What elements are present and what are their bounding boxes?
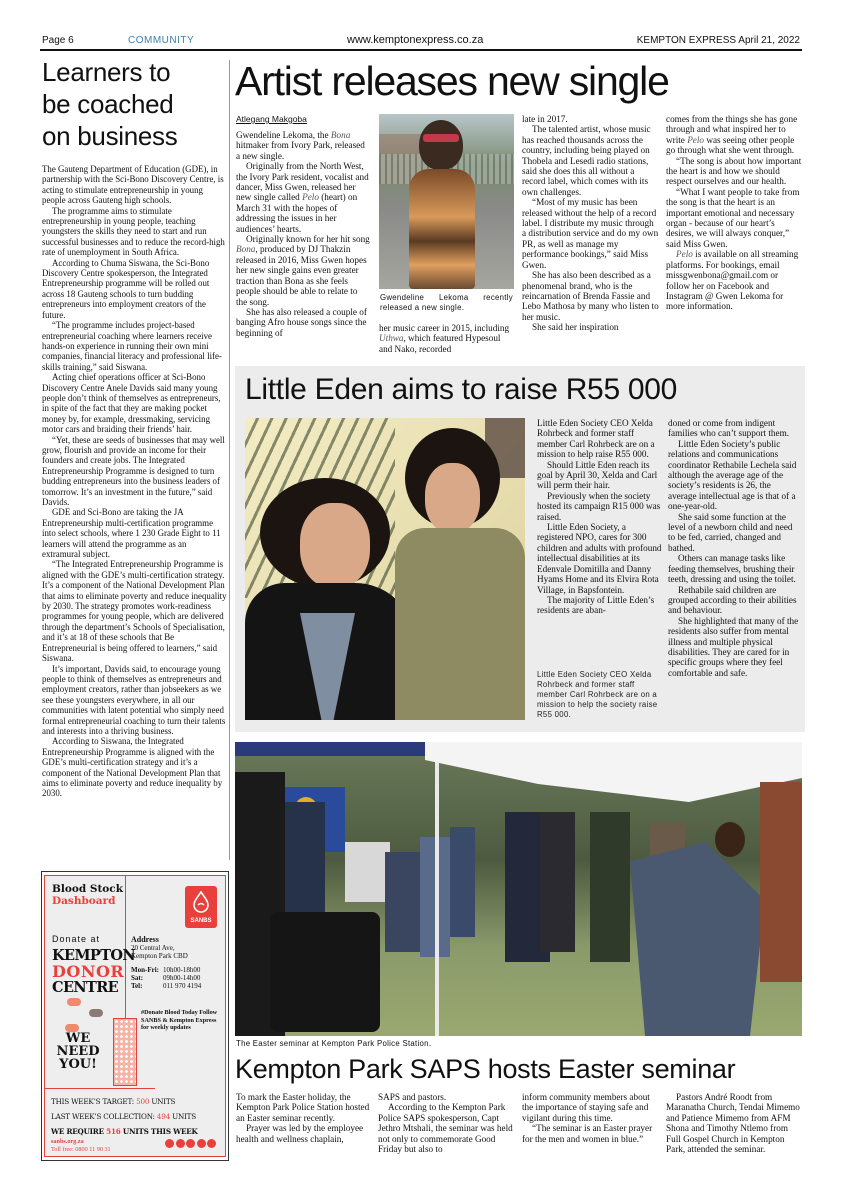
little-eden-col-1: [537, 418, 663, 616]
paragraph: “The Integrated Entrepreneurship Programme is aligned with the GDE’s multi-certification strategy. It’s a component of the National Development Plan that aims to eliminate poverty and reduce inequality by 2030. The strategy promotes work-readiness programmes for young people, which are delivered through the department’s Schools of Specialisation, and it’s at 18 of these schools that Be Entrepreneurial is being offered to learners,” said Siswana.: [42, 559, 227, 664]
address-line: Kempton Park CBD: [131, 952, 188, 960]
paragraph: She has also released a couple of banging Afro house songs since the beginning of: [236, 306, 367, 338]
paragraph: “The song is about how important the heart is and how we should respect ourselves and our health.: [666, 155, 802, 187]
paragraph: comes from the things she has gone through and what inspired her to write Pelo was seeing other people go through what she went through.: [666, 114, 798, 156]
easter-seminar-photo: [235, 742, 802, 1036]
social-icons: [165, 1139, 216, 1148]
saps-col-2: [378, 1092, 516, 1154]
centre-name: KEMPTON: [52, 947, 136, 964]
last-week-collection: LAST WEEK’S COLLECTION: 494 UNITS: [51, 1112, 196, 1121]
headline-line: be coached: [42, 89, 174, 119]
sanbs-logo: [185, 886, 217, 928]
paragraph: Others can manage tasks like feeding themselves, brushing their teeth, dressing and using the toilet.: [668, 553, 796, 585]
learners-article: [42, 56, 227, 799]
paragraph: Pastors André Roodt from Maranatha Church, Tendai Mimemo and Patience Mimemo from AFM Shona and Timothy Ntlemo from Full Gospel Church in Kempton Park, attended the seminar.: [666, 1092, 800, 1155]
blood-drop-icon: [191, 891, 211, 913]
paragraph: Acting chief operations officer at Sci-Bono Discovery Centre Anele Davids said many young people don’t think of themselves as entrepreneurs, in spite of the fact that they are making pocket money by, for example, dressmaking, servicing motor cars and braiding their friends’ hair.: [42, 372, 221, 435]
paragraph: late in 2017.: [522, 114, 568, 124]
paragraph: “Most of my music has been released without the help of a record label. I distribute my music through a distribution service and do my own PR, as well as manage my performance bookings,” said Miss Gwen.: [522, 197, 659, 270]
ad-divider: [45, 1088, 155, 1089]
paragraph: The Gauteng Department of Education (GDE), in partnership with the Sci-Bono Discovery Centre, is acting to stimulate entrepreneurship in young people across Gauteng high schools.: [42, 164, 224, 206]
byline: Atlegang Makgoba: [236, 114, 307, 124]
artist-col-2: [379, 323, 515, 354]
saps-col-4: [666, 1092, 804, 1154]
social-note: #Donate Blood Today Follow SANBS & Kempton Express for weekly updates: [141, 1009, 218, 1031]
weekly-target: THIS WEEK’S TARGET: 500 UNITS: [51, 1097, 176, 1106]
paragraph: She said some function at the level of a newborn child and need to be fed, carried, changed and bathed.: [668, 511, 793, 553]
paragraph: Little Eden Society, a registered NPO, cares for 300 children and adults with profound intellectual disabilities at its Edenvale Domitilla and Danny Hyams Home and its Elvira Rota Village, in Bapsfontein.: [537, 522, 662, 595]
building-icon: [113, 1018, 137, 1086]
paragraph: To mark the Easter holiday, the Kempton Park Police Station hosted an Easter seminar recently.: [236, 1092, 370, 1123]
paragraph: Prayer was led by the employee health and wellness chaplain,: [236, 1123, 364, 1144]
learners-headline: [42, 56, 227, 152]
address-line: 20 Central Ave,: [131, 944, 175, 952]
little-eden-photo: [245, 418, 525, 720]
issue-date: April 21, 2022: [738, 35, 800, 46]
hours-row: Sat: 09h00-14h00: [131, 974, 201, 982]
site-url[interactable]: www.kemptonexpress.co.za: [347, 34, 484, 46]
paragraph: According to Siswana, the Integrated Entrepreneurship Programme is aligned with the GDE’s multi-certification strategy and it’s a component of the National Development Plan that aims to eliminate poverty and reduce inequality by 2030.: [42, 736, 223, 799]
paragraph: Gwendeline Lekoma, the Bona hitmaker from Ivory Park, released a new single.: [236, 130, 365, 161]
paragraph: inform community members about the importance of staying safe and vigilant during this time.: [522, 1092, 650, 1123]
masthead: KEMPTON EXPRESS: [636, 35, 737, 46]
paragraph: It’s important, Davids said, to encourage young people to think of themselves as entrepreneurs and employment creators, rather than jobseekers as we see these youngsters everywhere, in all our communities with latent potential who simply need formal entrepreneurial coaching to turn their talents and interests into a thriving business.: [42, 663, 226, 736]
address-label: Address: [131, 935, 159, 944]
we-need-you: YOU!: [59, 1057, 97, 1072]
paragraph: Rethabile said children are grouped according to their abilities and behaviour.: [668, 584, 797, 616]
page-number: Page 6: [42, 35, 74, 46]
paragraph: Originally from the North West, the Ivory Park resident, vocalist and dancer, Miss Gwen, released her new single called Pelo (heart) on March 31 with the hopes of addressing the issues in her audiences’ hearts.: [236, 161, 369, 234]
artist-col-1: [236, 130, 370, 338]
twitter-icon[interactable]: [176, 1139, 185, 1148]
saps-col-1: [236, 1092, 372, 1144]
paragraph: “Yet, these are seeds of businesses that may well grow, flourish and provide an income for their founders and create jobs. The Integrated Entrepreneurship Programme is designed to turn budding entrepreneurs into the business leaders of tomorrow. It’s an investment in the future,” said Davids.: [42, 434, 225, 507]
centre-name: DONOR: [52, 962, 125, 981]
paragraph: “What I want people to take from the song is that the heart is an important emotional and necessary organ - because of our heart’s desires, we will always conquer,” said Miss Gwen.: [666, 186, 800, 249]
tollfree-number[interactable]: Toll free: 0800 11 90 31: [51, 1146, 111, 1153]
paragraph: “The seminar is an Easter prayer for the men and women in blue.”: [522, 1123, 653, 1144]
saps-col-3: [522, 1092, 660, 1144]
blood-stock-ad[interactable]: [44, 875, 226, 1157]
paragraph: The talented artist, whose music has reached thousands across the country, including being played on Thobela and Lesedi radio stations, said she does this all without a record label, which comes with its own challenges.: [522, 124, 651, 197]
column-divider: [229, 60, 230, 860]
centre-name: CENTRE: [52, 979, 119, 996]
instagram-icon[interactable]: [186, 1139, 195, 1148]
header-rule: [40, 49, 802, 51]
sanbs-logo-text: SANBS: [190, 918, 212, 924]
little-eden-col-2: [668, 418, 800, 678]
required-units: WE REQUIRE 516 UNITS THIS WEEK: [51, 1127, 198, 1136]
sanbs-website[interactable]: sanbs.org.za: [51, 1138, 84, 1145]
paragraph: According to the Kempton Park Police SAPS spokesperson, Capt Jethro Mtshali, the seminar was held not only to commemorate Good Friday but also to: [378, 1102, 513, 1155]
artist-headline: Artist releases new single: [235, 58, 669, 104]
paragraph: The programme aims to stimulate entrepreneurship in young people, teaching youngsters the skills they need to start and run successful businesses and to reduce the record-high rate of unemployment in South Africa.: [42, 205, 225, 258]
paragraph: doned or come from indigent families who can’t support them.: [668, 418, 790, 439]
artist-photo-caption: Gwendeline Lekoma recently released a new single.: [380, 293, 513, 312]
artist-col-3: [522, 114, 660, 333]
paragraph: Originally known for her hit song Bona, produced by DJ Thakzin released in 2016, Miss Gwen hopes her new single gains even greater traction than Bona as she feels people should be able to relate to the song.: [236, 234, 370, 307]
paragraph: GDE and Sci-Bono are taking the JA Entrepreneurship multi-certification programme into select schools, where 1 230 Grade Eight to 11 learners will attend the programme as an extramural subject.: [42, 507, 221, 560]
little-eden-photo-caption: Little Eden Society CEO Xelda Rohrbeck and former staff member Carl Rohrbeck are on a mission to help the society raise R55 000.: [537, 670, 658, 719]
we-need-you: NEED: [56, 1044, 100, 1059]
hours-row: Mon-Fri: 10h00-18h00: [131, 966, 201, 974]
headline-line: on business: [42, 121, 178, 151]
easter-photo-caption: The Easter seminar at Kempton Park Police Station.: [236, 1039, 432, 1048]
section-label: COMMUNITY: [128, 35, 195, 46]
cloud-icon: [67, 998, 81, 1006]
youtube-icon[interactable]: [197, 1139, 206, 1148]
paragraph: Previously when the society hosted its campaign R15 000 was raised.: [537, 490, 661, 522]
paragraph: SAPS and pastors.: [378, 1092, 447, 1102]
paragraph: She has also been described as a phenomenal brand, who is the reincarnation of Brenda Fassie and Lebo Mathosa by many who listen to her music.: [522, 270, 659, 322]
phone-row[interactable]: Tel: 011 970 4194: [131, 982, 202, 990]
cloud-icon: [89, 1009, 103, 1017]
paragraph: The majority of Little Eden’s residents are aban-: [537, 594, 655, 616]
facebook-icon[interactable]: [165, 1139, 174, 1148]
ad-subtitle: Dashboard: [52, 895, 116, 907]
paragraph: She said her inspiration: [532, 322, 619, 333]
linkedin-icon[interactable]: [207, 1139, 216, 1148]
paragraph: Little Eden Society CEO Xelda Rohrbeck and former staff member Carl Rohrbeck are on a mission to help raise R55 000.: [537, 418, 655, 460]
paragraph: Little Eden Society’s public relations and communications coordinator Rethabile Lechela said although the average age of the society’s residents is 26, the average intellectual age is that of a one-year-old.: [668, 438, 797, 512]
saps-headline: Kempton Park SAPS hosts Easter seminar: [235, 1054, 736, 1084]
masthead-date: [637, 35, 800, 46]
donate-at-label: Donate at: [52, 934, 101, 944]
paragraph: Pelo is available on all streaming platforms. For bookings, email missgwenbona@gmail.com or follow her on Facebook and Instagram @ Gwen Lekoma for more information.: [666, 249, 799, 312]
paragraph: According to Chuma Siswana, the Sci-Bono Discovery Centre spokesperson, the Integrated Entrepreneurship programme will be rolled out across 18 Gauteng schools to turn budding entrepreneurs into employment creators of the future.: [42, 257, 210, 320]
paragraph: Should Little Eden reach its goal by April 30, Xelda and Carl will perm their hair.: [537, 459, 658, 491]
paragraph: “The programme includes project-based entrepreneurial coaching where learners receive hands-on experience in running their own mini companies, financial literacy and professional life-skills training,” said Siswana.: [42, 320, 222, 372]
paragraph: She highlighted that many of the residents also suffer from mental illness and multiple physical disabilities. They are cared for in specific groups where they feel comfortable and safe.: [668, 615, 799, 678]
paragraph: her music career in 2015, including Uthwa, which featured Hypesoul and Nako, recorded: [379, 323, 510, 354]
little-eden-headline: Little Eden aims to raise R55 000: [245, 373, 678, 406]
artist-col-4: [666, 114, 804, 312]
headline-line: Learners to: [42, 57, 171, 87]
ad-title: Blood Stock: [52, 883, 123, 895]
artist-photo: [379, 114, 514, 289]
learners-body: [42, 164, 227, 799]
we-need-you: WE: [65, 1031, 91, 1046]
